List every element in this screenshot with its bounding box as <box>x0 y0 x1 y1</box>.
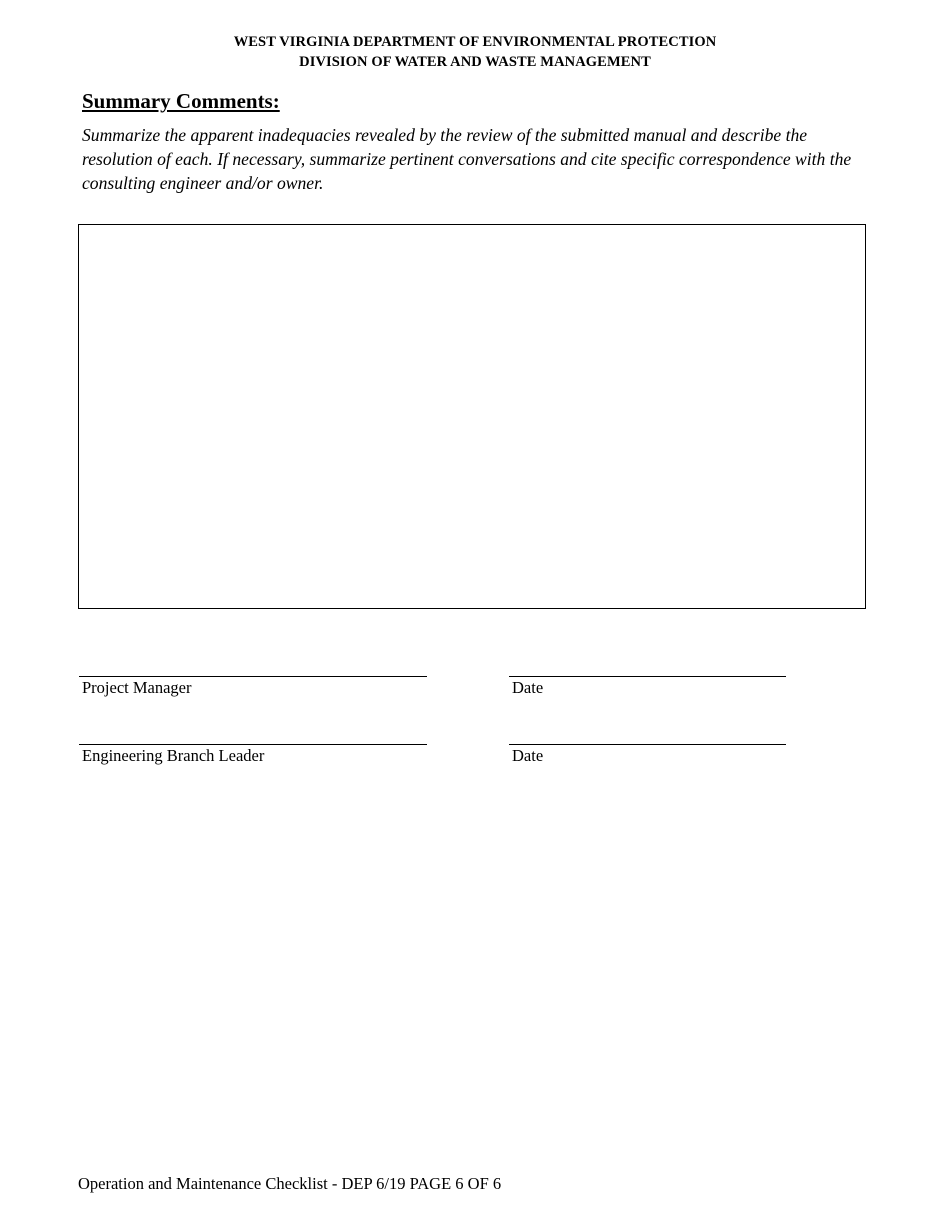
branch-leader-signature-line[interactable] <box>79 744 427 745</box>
project-manager-label: Project Manager <box>82 678 192 697</box>
project-manager-date-line[interactable] <box>509 676 786 677</box>
page-footer: Operation and Maintenance Checklist - DEP 6/19 PAGE 6 OF 6 <box>78 1174 502 1193</box>
division-name: DIVISION OF WATER AND WASTE MANAGEMENT <box>299 54 651 70</box>
project-manager-signature-line[interactable] <box>79 676 427 677</box>
summary-instructions: Summarize the apparent inadequacies revealed by the review of the submitted manual and describe the resolution of each. If necessary, summarize pertinent conversations and cite specific correspondence with the consulting engineer and/or owner. <box>82 125 852 193</box>
project-manager-date-label: Date <box>512 678 544 697</box>
summary-comments-field[interactable] <box>78 224 866 609</box>
branch-leader-label: Engineering Branch Leader <box>82 746 265 765</box>
branch-leader-date-label: Date <box>512 746 544 765</box>
summary-comments-title: Summary Comments: <box>82 89 280 113</box>
branch-leader-date-line[interactable] <box>509 744 786 745</box>
agency-name: WEST VIRGINIA DEPARTMENT OF ENVIRONMENTAL PROTECTION <box>233 34 717 50</box>
